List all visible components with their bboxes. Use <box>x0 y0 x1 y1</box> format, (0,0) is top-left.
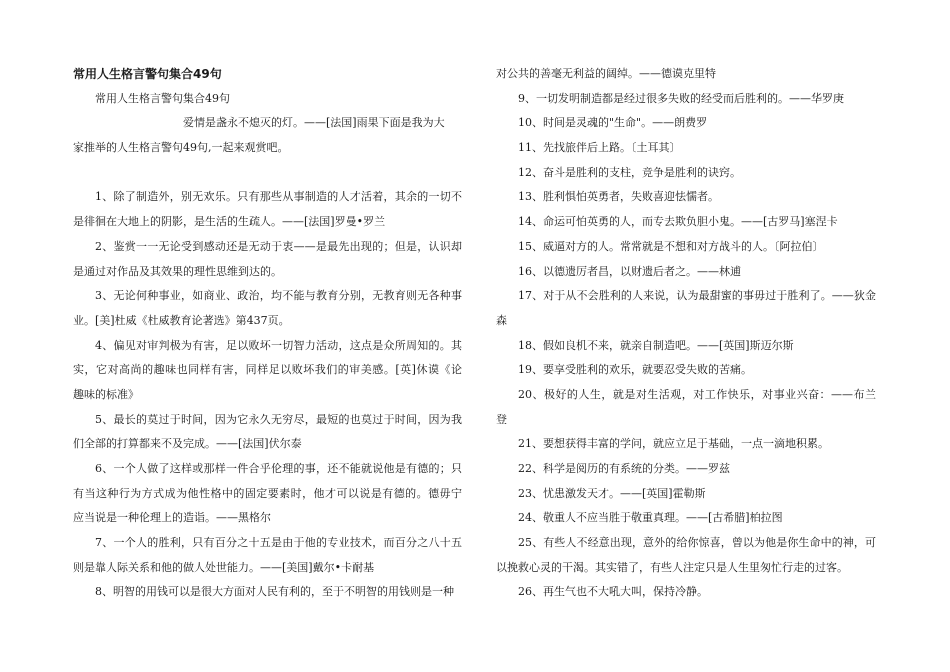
intro-line-2: 家推举的人生格言警句49句,一起来观赏吧。 <box>73 141 289 155</box>
quote-item <box>73 531 462 580</box>
quote-item <box>73 580 462 605</box>
quote-line: 26、再生气也不大吼大叫，保持冷静。 <box>518 585 708 599</box>
quote-line: 3、无论何种事业，如商业、政治，均不能与教育分别，无教育则无各种事 <box>95 289 462 303</box>
quote-item <box>73 408 462 457</box>
quote-line: 11、先找旅伴后上路。〔土耳其〕 <box>518 141 681 155</box>
quote-line: 是通过对作品及其效果的理性思维到达的。 <box>73 264 282 278</box>
quote-line: 应当说是一种伦理上的造诣。——黑格尔 <box>73 511 271 525</box>
quote-line: 是徘徊在大地上的阴影，是生活的生疏人。——[法国]罗曼•罗兰 <box>73 215 386 229</box>
quote-item <box>496 136 876 161</box>
right-body <box>496 62 876 605</box>
quote-item <box>496 210 876 235</box>
intro-line-1: 爱情是盏永不熄灭的灯。——[法国]雨果下面是我为大 <box>183 116 445 130</box>
quote-item <box>496 284 876 333</box>
quote-line: 业。[美]杜威《杜威教育论著选》第437页。 <box>73 313 290 327</box>
quote-line: 14、命运可怕英勇的人，而专去欺负胆小鬼。——[古罗马]塞涅卡 <box>518 215 838 229</box>
quote-item <box>496 87 876 112</box>
document-title: 常用人生格言警句集合49句 <box>73 67 222 81</box>
quote-item <box>496 531 876 580</box>
quote-line: 7、一个人的胜利，只有百分之十五是由于他的专业技术，而百分之八十五 <box>95 536 462 550</box>
quote-item <box>496 334 876 359</box>
quote-line: 23、忧患激发天才。——[英国]霍勒斯 <box>518 486 706 500</box>
quote-item <box>496 62 876 87</box>
quote-item <box>496 506 876 531</box>
quote-item <box>496 185 876 210</box>
quote-line: 19、要享受胜利的欢乐，就要忍受失败的苦痛。 <box>518 363 752 377</box>
quote-line: 6、一个人做了这样或那样一件合乎伦理的事，还不能就说他是有德的；只 <box>95 462 462 475</box>
quote-line: 10、时间是灵魂的"生命"。——朗费罗 <box>518 116 708 130</box>
quote-line: 5、最长的莫过于时间，因为它永久无穷尽，最短的也莫过于时间，因为我 <box>95 412 462 426</box>
spacer <box>73 161 462 186</box>
quote-line: 有当这种行为方式成为他性格中的固定要素时，他才可以说是有德的。德毋宁 <box>73 486 462 500</box>
quote-line: 9、一切发明制造都是经过很多失败的经受而后胜利的。——华罗庚 <box>518 91 844 105</box>
quote-line: 21、要想获得丰富的学问，就应立足于基础，一点一滴地积累。 <box>518 437 829 451</box>
right-column <box>496 62 876 605</box>
quote-line: 对公共的善毫无利益的阔绰。——德谟克里特 <box>496 67 716 80</box>
quote-line: 25、有些人不经意出现，意外的给你惊喜，曾以为他是你生命中的神，可 <box>518 536 876 550</box>
quote-line: 们全部的打算都来不及完成。——[法国]伏尔泰 <box>73 437 302 451</box>
quote-line: 20、极好的人生，就是对生活观，对工作快乐，对事业兴奋：——布兰 <box>518 387 876 401</box>
quote-line: 18、假如良机不来，就亲自制造吧。——[英国]斯迈尔斯 <box>518 338 794 352</box>
quote-item <box>496 482 876 507</box>
quote-item <box>496 358 876 383</box>
quote-line: 12、奋斗是胜利的支柱，竞争是胜利的诀窍。 <box>518 165 741 179</box>
quote-line: 13、胜利惧怕英勇者，失败喜迎怯懦者。 <box>518 190 719 204</box>
quote-item <box>496 260 876 285</box>
quote-line: 森 <box>496 313 507 327</box>
quote-item <box>496 432 876 457</box>
document-subtitle: 常用人生格言警句集合49句 <box>95 91 230 105</box>
quote-item <box>73 457 462 531</box>
quote-line: 22、科学是阅历的有系统的分类。——罗兹 <box>518 462 730 475</box>
quote-line: 则是靠人际关系和他的做人处世能力。——[美国]戴尔•卡耐基 <box>73 560 375 574</box>
quote-line: 以挽救心灵的干渴。其实错了，有些人注定只是人生里匆忙行走的过客。 <box>496 560 848 574</box>
quote-item <box>73 334 462 408</box>
left-column <box>73 62 462 605</box>
quote-line: 17、对于从不会胜利的人来说，认为最甜蜜的事毋过于胜利了。——狄金 <box>518 289 876 303</box>
quote-line: 2、鉴赏一一无论受到感动还是无动于衷——是最先出现的；但是，认识却 <box>95 239 462 253</box>
quote-line: 8、明智的用钱可以是很大方面对人民有利的，至于不明智的用钱则是一种 <box>95 585 454 599</box>
quote-line: 登 <box>496 412 507 426</box>
quote-line: 24、敬重人不应当胜于敬重真理。——[古希腊]柏拉图 <box>518 511 783 525</box>
quote-line: 实，它对高尚的趣味也同样有害，同样足以败坏我们的审美感。[英]休谟《论 <box>73 363 462 377</box>
quote-item <box>73 284 462 333</box>
quote-item <box>496 457 876 482</box>
quote-item <box>496 235 876 260</box>
quote-line: 1、除了制造外，别无欢乐。只有那些从事制造的人才活着，其余的一切不 <box>95 190 462 204</box>
quote-item <box>73 185 462 234</box>
quote-line: 4、偏见对审判极为有害，足以败坏一切智力活动，这点是众所周知的。其 <box>95 338 462 352</box>
quote-line: 16、以德遗厉者昌，以财遗后者之。——林逋 <box>518 264 741 278</box>
quote-item <box>496 580 876 605</box>
quote-item <box>496 111 876 136</box>
quote-line: 15、威逼对方的人。常常就是不想和对方战斗的人。〔阿拉伯〕 <box>518 239 824 253</box>
quote-item <box>73 235 462 284</box>
left-body <box>73 185 462 605</box>
quote-item <box>496 161 876 186</box>
quote-line: 趣味的标准》 <box>73 387 139 401</box>
quote-item <box>496 383 876 432</box>
